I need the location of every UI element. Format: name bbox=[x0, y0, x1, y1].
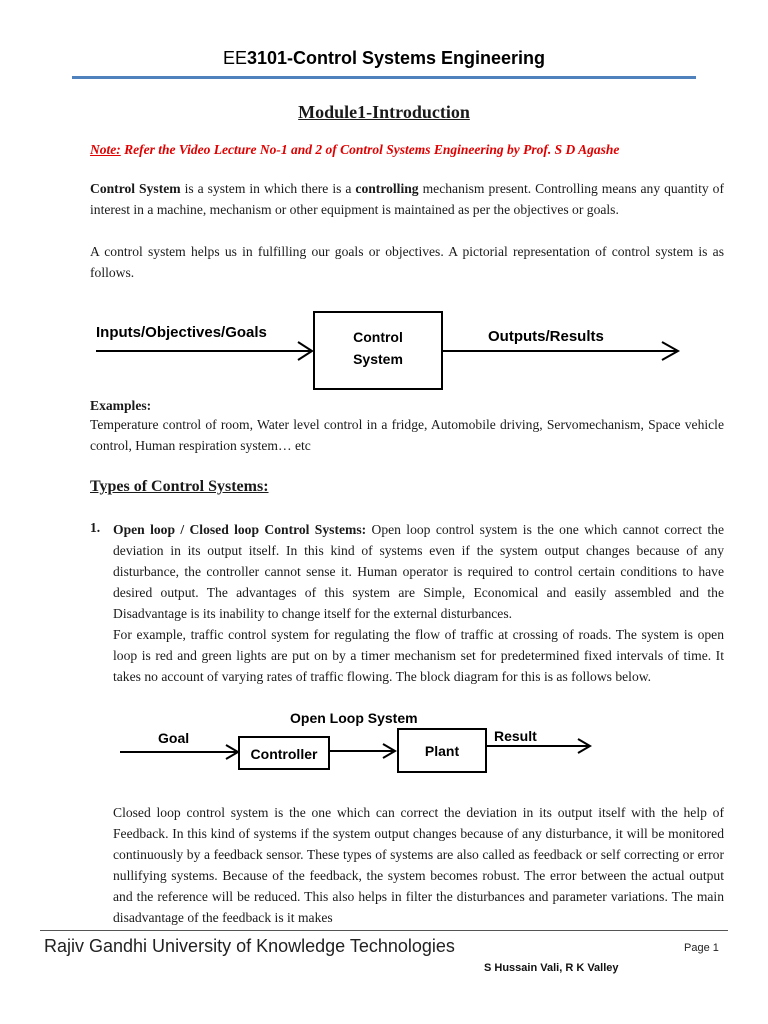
footer-rule bbox=[40, 930, 728, 931]
result-label: Result bbox=[494, 728, 537, 744]
course-prefix: EE bbox=[222, 48, 247, 68]
list-item-example: For example, traffic control system for regulating the flow of traffic at crossing of roads. The system is open loop is red and green lights are put on by a timer mechanism set for predetermined fixed intervals of time. It takes no account of varying rates of traffic flowing. The block diagram for this is as follows below. bbox=[113, 627, 724, 684]
diagram-output-label: Outputs/Results bbox=[488, 328, 604, 345]
diagram-input-label: Inputs/Objectives/Goals bbox=[96, 324, 267, 341]
course-title: 3101-Control Systems Engineering bbox=[246, 48, 546, 68]
closed-loop-paragraph: Closed loop control system is the one which can correct the deviation in its output itself with the help of Feedback. In this kind of systems if the system output changes because of any disturbance, it will be monitored continuously by a feedback sensor. These types of systems are also called as feedback or self correcting or error nullifying systems. Because of the feedback, the system becomes robust. The error between the actual output and the reference will be reduced. This also helps in filter the disturbances and parameter variations. The main disadvantage of the feedback is it makes bbox=[113, 805, 724, 925]
footer-university: Rajiv Gandhi University of Knowledge Technologies bbox=[44, 936, 455, 956]
goal-label: Goal bbox=[158, 730, 190, 746]
open-loop-diagram bbox=[110, 706, 610, 786]
list-number: 1. bbox=[90, 520, 101, 535]
intro-paragraph-2: A control system helps us in fulfilling our goals or objectives. A pictorial representation of control system is as follows. bbox=[90, 244, 724, 280]
examples-heading: Examples: bbox=[90, 398, 152, 413]
note bbox=[90, 142, 619, 158]
term-controlling: controlling bbox=[355, 181, 419, 196]
plant-label: Plant bbox=[424, 743, 460, 759]
examples-text: Temperature control of room, Water level control in a fridge, Automobile driving, Servomechanism, Space vehicle control, Human respiration system… etc bbox=[90, 417, 724, 453]
page-number: Page 1 bbox=[684, 942, 719, 954]
header-rule bbox=[72, 76, 696, 79]
diagram2-title: Open Loop System bbox=[290, 710, 418, 726]
page-header bbox=[0, 48, 768, 69]
controller-label: Controller bbox=[250, 746, 318, 762]
note-text: Refer the Video Lecture No-1 and 2 of Control Systems Engineering by Prof. S D Agashe bbox=[120, 142, 620, 157]
box-label-line1: Control bbox=[353, 329, 403, 345]
list-item-text: Open loop control system is the one which cannot correct the deviation in its output itself. In this kind of systems even if the system output changes because of any disturbance, the controller cannot sense it. Human operator is required to control certain conditions to have desired output. The advantages of this system are Simple, Economical and easily assembled and the Disadvantage is its inability to change itself for the external disturbances. bbox=[113, 522, 724, 621]
list-item-heading: Open loop / Closed loop Control Systems: bbox=[113, 522, 367, 537]
types-heading: Types of Control Systems: bbox=[90, 478, 269, 495]
footer-authors: S Hussain Vali, R K Valley bbox=[484, 962, 619, 974]
page-title: Module1-Introduction bbox=[298, 102, 470, 122]
intro-paragraph bbox=[90, 178, 724, 220]
term-control-system: Control System bbox=[90, 181, 181, 196]
box-label-line2: System bbox=[353, 351, 403, 367]
intro-text-2: mechanism present. Controlling means any quantity of interest in a machine, mechanism or other equipment is maintained as per the objectives or goals. bbox=[90, 181, 724, 217]
note-label: Note: bbox=[90, 142, 121, 157]
intro-text-1: is a system in which there is a bbox=[180, 181, 356, 196]
control-system-diagram bbox=[90, 306, 690, 392]
list-item-open-closed bbox=[113, 519, 724, 624]
